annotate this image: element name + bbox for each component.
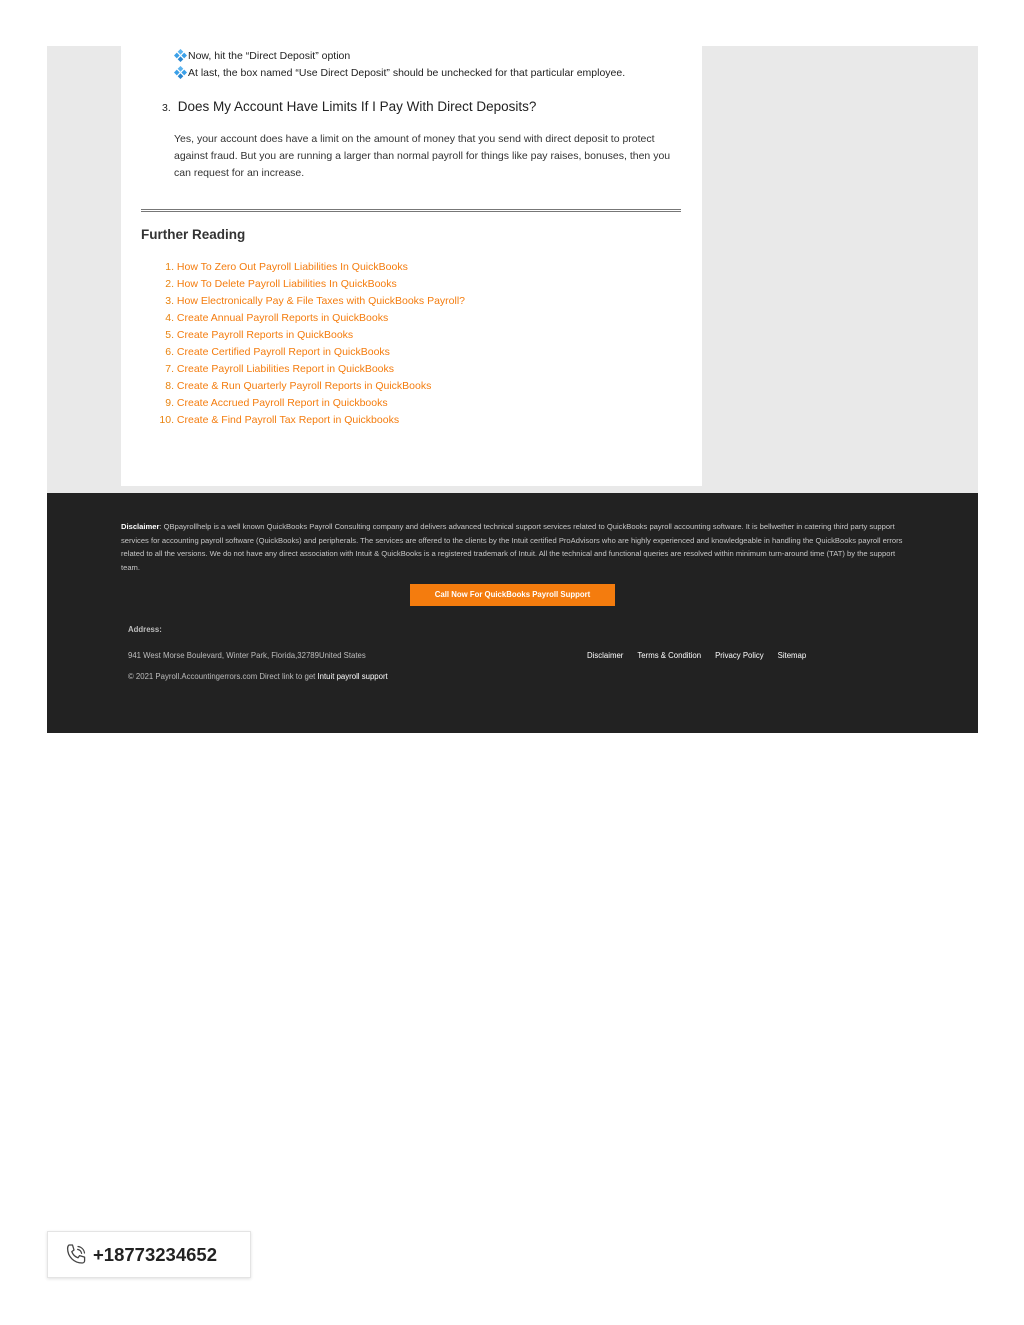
disclaimer-body: : QBpayrollhelp is a well known QuickBooks Payroll Consulting company and delivers advanced technical support services related to QuickBooks payroll accounting software. It is bellwether in catering third party support services for accounting payroll software (QuickBooks) and peripherals. The services are offered to the clients by the Intuit certified ProAdvisors who are highly experienced and knowledgeable in handling the QuickBooks payroll errors related to all the versions. We do not have any direct association with Intuit & QuickBooks is a registered trademark of Intuit. All the technical and functional queries are resolved within minimum turn-around time (TAT) by the support team. — [121, 522, 903, 573]
faq-question — [162, 99, 536, 114]
further-reading-link[interactable]: Create Certified Payroll Report in QuickBooks — [176, 346, 390, 358]
further-reading-link[interactable]: Create Payroll Liabilities Report in QuickBooks — [176, 363, 395, 375]
further-reading-link[interactable]: How To Zero Out Payroll Liabilities In QuickBooks — [176, 261, 408, 273]
blue-diamond-icon — [174, 66, 187, 79]
list-number: 10. — [159, 414, 174, 426]
bullet-item — [174, 66, 625, 79]
further-reading-list — [150, 259, 465, 429]
list-number: 5. — [165, 329, 174, 341]
list-item — [150, 327, 465, 344]
further-reading-title: Further Reading — [141, 227, 246, 242]
further-reading-link[interactable]: Create Payroll Reports in QuickBooks — [176, 329, 354, 341]
list-item — [150, 259, 465, 276]
list-number: 4. — [165, 312, 174, 324]
list-number: 3. — [165, 295, 174, 307]
call-now-button[interactable]: Call Now For QuickBooks Payroll Support — [410, 584, 615, 606]
further-reading-link[interactable]: How Electronically Pay & File Taxes with QuickBooks Payroll? — [176, 295, 466, 307]
faq-question-text: Does My Account Have Limits If I Pay With Direct Deposits? — [177, 99, 537, 114]
further-reading-link[interactable]: Create Accrued Payroll Report in Quickbooks — [176, 397, 388, 409]
address-label: Address: — [128, 625, 162, 634]
blue-diamond-icon — [174, 49, 187, 62]
list-item — [150, 378, 465, 395]
copyright-prefix: © 2021 Payroll.Accountingerrors.com Direct link to get — [128, 672, 318, 681]
bullet-item — [174, 49, 350, 62]
bullet-text: Now, hit the “Direct Deposit” option — [188, 49, 351, 62]
list-item — [150, 412, 465, 429]
further-reading-link[interactable]: How To Delete Payroll Liabilities In QuickBooks — [176, 278, 397, 290]
intuit-payroll-support-link[interactable]: Intuit payroll support — [317, 672, 388, 681]
address-text: 941 West Morse Boulevard, Winter Park, Florida,32789United States — [128, 651, 366, 660]
list-item — [150, 276, 465, 293]
list-item — [150, 293, 465, 310]
list-item — [150, 344, 465, 361]
further-reading-link[interactable]: Create & Run Quarterly Payroll Reports in QuickBooks — [176, 380, 432, 392]
faq-number: 3. — [162, 102, 171, 114]
list-number: 8. — [165, 380, 174, 392]
phone-number: +18773234652 — [93, 1243, 217, 1265]
disclaimer-label: Disclaimer — [121, 522, 160, 531]
further-reading-link[interactable]: Create & Find Payroll Tax Report in Quickbooks — [176, 414, 400, 426]
phone-call-widget[interactable] — [47, 1231, 251, 1278]
further-reading-link[interactable]: Create Annual Payroll Reports in QuickBooks — [176, 312, 389, 324]
list-number: 6. — [165, 346, 174, 358]
footer-link-privacy[interactable]: Privacy Policy — [715, 651, 764, 660]
list-number: 9. — [165, 397, 174, 409]
list-item — [150, 361, 465, 378]
copyright-text — [128, 672, 388, 681]
disclaimer-text — [121, 520, 906, 575]
list-item — [150, 395, 465, 412]
footer-link-terms[interactable]: Terms & Condition — [637, 651, 702, 660]
section-divider — [141, 209, 681, 212]
faq-answer: Yes, your account does have a limit on the amount of money that you send with direct deposit to protect against fraud. But you are running a larger than normal payroll for things like pay raises, bonuses, then you can request for an increase. — [174, 133, 671, 179]
list-number: 2. — [165, 278, 174, 290]
list-number: 7. — [165, 363, 174, 375]
list-item — [150, 310, 465, 327]
footer-link-disclaimer[interactable]: Disclaimer — [587, 651, 624, 660]
footer-nav — [587, 651, 820, 660]
footer-link-sitemap[interactable]: Sitemap — [777, 651, 807, 660]
list-number: 1. — [165, 261, 174, 273]
phone-ringing-icon — [63, 1242, 89, 1268]
bullet-text: At last, the box named “Use Direct Deposit” should be unchecked for that particular employee. — [188, 66, 626, 79]
